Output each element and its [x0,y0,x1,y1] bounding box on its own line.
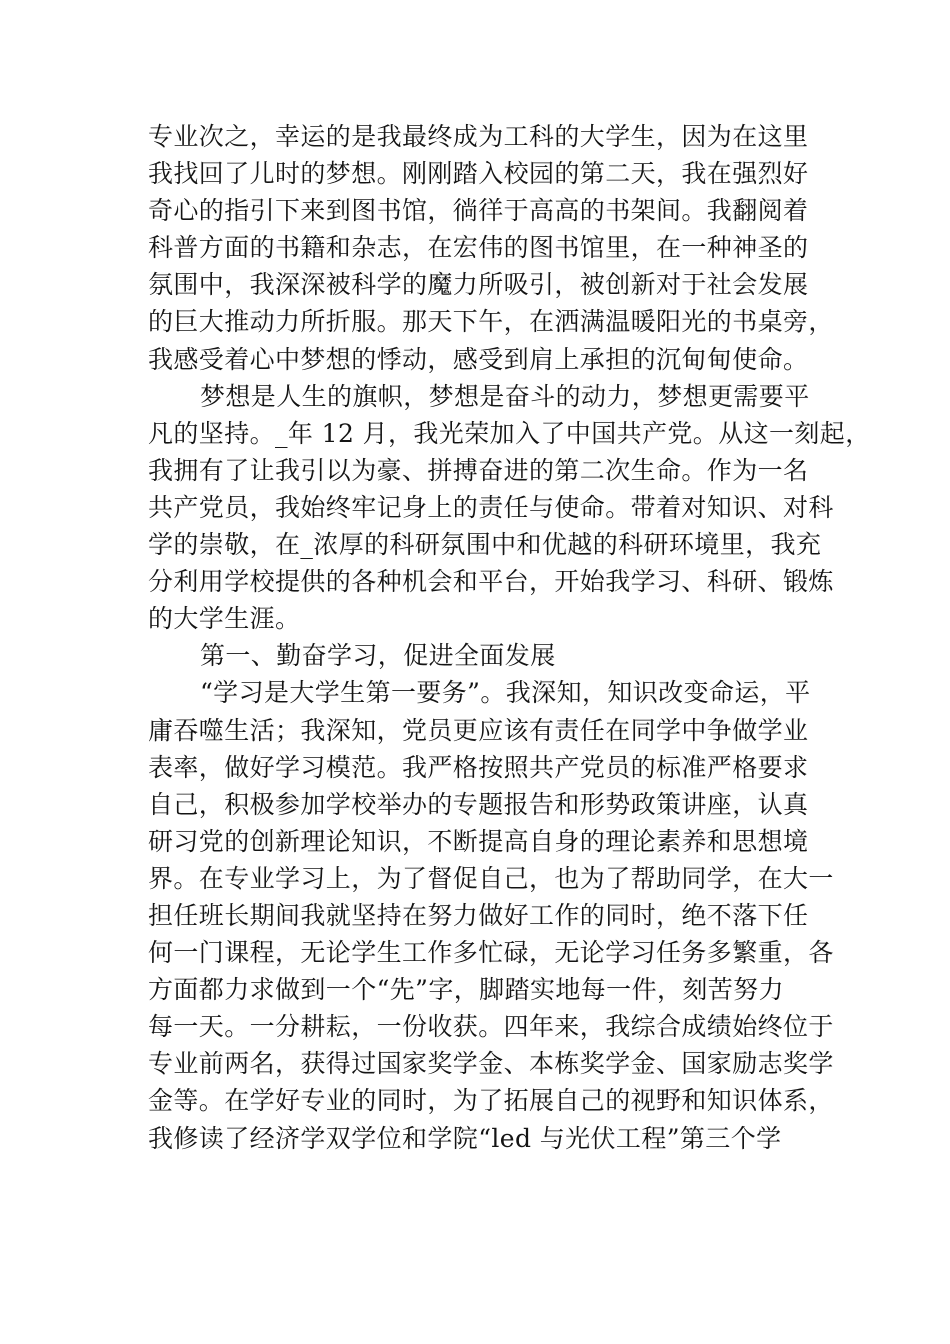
text-line: 我修读了经济学双学位和学院“led 与光伏工程”第三个学 [148,1123,782,1153]
text-line: 担任班长期间我就坚持在努力做好工作的同时，绝不落下任 [148,900,809,930]
text-line: 共产党员，我始终牢记身上的责任与使命。带着对知识、对科 [148,492,834,522]
text-line: 金等。在学好专业的同时，为了拓展自己的视野和知识体系， [148,1086,834,1116]
text-line: 我找回了儿时的梦想。刚刚踏入校园的第二天，我在强烈好 [148,159,809,189]
text-line: 分利用学校提供的各种机会和平台，开始我学习、科研、锻炼 [148,567,834,597]
text-line: 科普方面的书籍和杂志，在宏伟的图书馆里，在一种神圣的 [148,233,809,263]
text-line: 庸吞噬生活；我深知，党员更应该有责任在同学中争做学业 [148,715,809,745]
text-line: 学的崇敬，在_浓厚的科研氛围中和优越的科研环境里，我充 [148,530,822,560]
text-line: 表率，做好学习模范。我严格按照共产党员的标准严格要求 [148,752,809,782]
text-line: 氛围中，我深深被科学的魔力所吸引，被创新对于社会发展 [148,270,809,300]
text-line: 凡的坚持。_年 12 月，我光荣加入了中国共产党。从这一刻起， [148,418,871,448]
text-line: 方面都力求做到一个“先”字，脚踏实地每一件，刻苦努力 [148,975,784,1005]
text-line: 我感受着心中梦想的悸动，感受到肩上承担的沉甸甸使命。 [148,344,809,374]
text-line: 专业前两名，获得过国家奖学金、本栋奖学金、国家励志奖学 [148,1049,834,1079]
text-line: 界。在专业学习上，为了督促自己，也为了帮助同学，在大一 [148,863,834,893]
text-line: 研习党的创新理论知识，不断提高自身的理论素养和思想境 [148,826,809,856]
text-line: 每一天。一分耕耘，一份收获。四年来，我综合成绩始终位于 [148,1012,834,1042]
text-line: 的大学生涯。 [148,604,301,634]
section-heading: 第一、勤奋学习，促进全面发展 [200,641,556,671]
text-line: 我拥有了让我引以为豪、拼搏奋进的第二次生命。作为一名 [148,455,809,485]
body-text [148,118,871,1157]
text-line: 的巨大推动力所折服。那天下午，在洒满温暖阳光的书桌旁， [148,307,834,337]
text-line: 专业次之，幸运的是我最终成为工科的大学生，因为在这里 [148,122,809,151]
text-line: 何一门课程，无论学生工作多忙碌，无论学习任务多繁重，各 [148,938,834,968]
paragraph-start-line: 梦想是人生的旗帜，梦想是奋斗的动力，梦想更需要平 [200,381,810,411]
text-line: 奇心的指引下来到图书馆，徜徉于高高的书架间。我翻阅着 [148,196,809,226]
text-line: 自己，积极参加学校举办的专题报告和形势政策讲座，认真 [148,789,809,819]
paragraph-start-line: “学习是大学生第一要务”。我深知，知识改变命运，平 [200,678,811,708]
